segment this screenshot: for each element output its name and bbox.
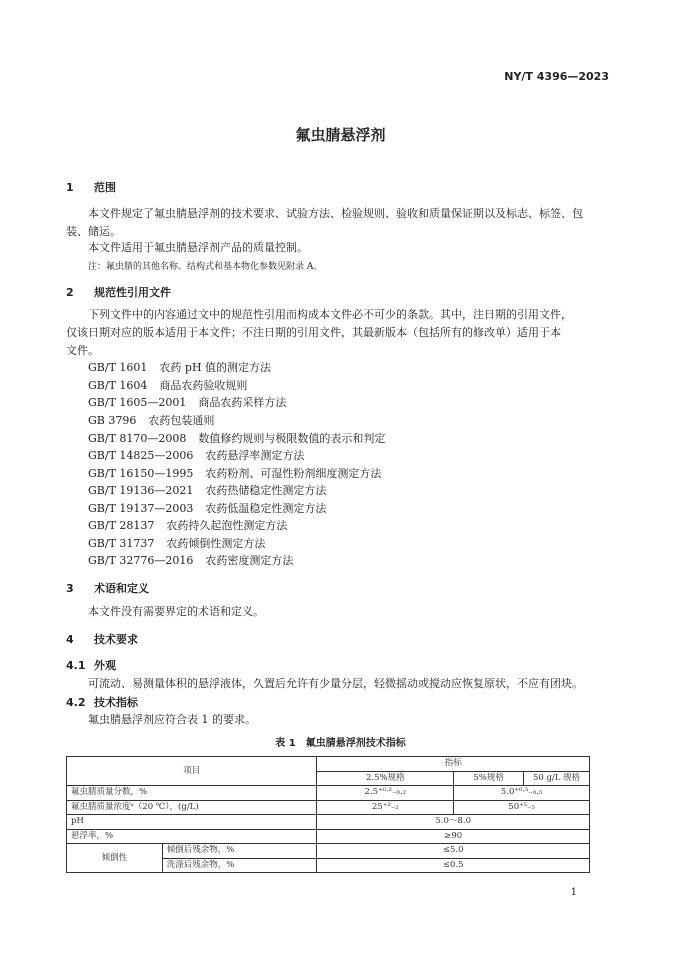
table-caption: 表 1 氟虫腈悬浮剂技术指标 [275, 738, 406, 749]
table-cell: ≤0.5 [317, 858, 590, 873]
reference-title: 农药密度测定方法 [205, 554, 294, 567]
row-label: 氟虫腈质量浓度ᵃ（20 ℃），(g/L) [67, 800, 317, 815]
reference-title: 农药低温稳定性测定方法 [205, 502, 327, 515]
table-row [67, 844, 590, 859]
reference-code: GB/T 16150—1995 [88, 467, 194, 480]
section-title: 范围 [94, 181, 116, 194]
section-1-heading [66, 179, 116, 195]
reference-code: GB/T 19137—2003 [88, 502, 194, 515]
standard-number: NY/T 4396—2023 [504, 70, 609, 83]
table-row [67, 815, 590, 830]
row-group-label: 倾倒性 [67, 844, 163, 873]
reference-title: 数值修约规则与极限数值的表示和判定 [198, 432, 386, 445]
header-index: 指标 [317, 757, 590, 772]
table-cell: 5.0⁺⁰·⁵₋₀.₅ [454, 786, 590, 801]
table-cell: ≤5.0 [317, 844, 590, 859]
references-intro [66, 306, 614, 360]
reference-code: GB 3796 [88, 414, 137, 427]
table-row [67, 757, 590, 772]
reference-item [88, 535, 265, 551]
header-spec-2: 5%规格 [454, 771, 524, 786]
section-number: 1 [66, 181, 74, 194]
text-line: 下列文件中的内容通过文中的规范性引用而构成本文件必不可少的条款。其中，注日期的引用文件， [88, 308, 572, 321]
reference-item [88, 552, 293, 568]
text-line: 本文件规定了氟虫腈悬浮剂的技术要求、试验方法、检验规则、验收和质量保证期以及标志、标签、包 [88, 207, 583, 220]
section-title: 外观 [94, 659, 116, 672]
table-row [67, 800, 590, 815]
reference-title: 农药包装通则 [148, 414, 215, 427]
tech-paragraph: 氟虫腈悬浮剂应符合表 1 的要求。 [88, 713, 256, 726]
reference-item [88, 517, 287, 533]
section-3-heading [66, 580, 149, 596]
reference-item [88, 359, 271, 375]
section-title: 技术要求 [94, 633, 138, 646]
reference-code: GB/T 8170—2008 [88, 432, 187, 445]
header-item: 项目 [67, 757, 317, 786]
page-number: 1 [570, 887, 577, 898]
header-spec-1: 2.5%规格 [317, 771, 454, 786]
scope-note: 注：氟虫腈的其他名称、结构式和基本物化参数见附录 A。 [88, 262, 323, 272]
spec-table [66, 756, 590, 873]
section-4-heading [66, 631, 138, 647]
table-cell: 2.5⁺⁰·²₋₀.₂ [317, 786, 454, 801]
reference-code: GB/T 1604 [88, 379, 148, 392]
reference-title: 农药粉剂、可湿性粉剂细度测定方法 [205, 467, 382, 480]
reference-item [88, 377, 247, 393]
header-spec-3: 50 g/L 规格 [524, 771, 590, 786]
row-label: 悬浮率，% [67, 829, 317, 844]
reference-title: 商品农药验收规则 [159, 379, 248, 392]
reference-code: GB/T 1601 [88, 361, 148, 374]
row-label: 倾倒后残余物，% [162, 844, 317, 859]
row-label: 洗涤后残余物，% [162, 858, 317, 873]
section-4-1-heading [66, 657, 116, 673]
table-cell: 5.0～8.0 [317, 815, 590, 830]
reference-item [88, 447, 304, 463]
text-line: 装、储运。 [66, 225, 121, 238]
table-cell: 50⁺⁵₋₅ [454, 800, 590, 815]
appearance-paragraph: 可流动、易测量体积的悬浮液体，久置后允许有少量分层，轻微摇动或搅动应恢复原状，不应有团块。 [88, 677, 583, 690]
table-row [67, 786, 590, 801]
reference-title: 农药持久起泡性测定方法 [166, 519, 288, 532]
reference-item [88, 465, 381, 481]
section-number: 4.1 [66, 659, 86, 672]
section-number: 3 [66, 582, 74, 595]
reference-title: 农药 pH 值的测定方法 [159, 361, 272, 374]
section-number: 4 [66, 633, 74, 646]
reference-code: GB/T 14825—2006 [88, 449, 194, 462]
table-cell: ≥90 [317, 829, 590, 844]
reference-item [88, 412, 214, 428]
reference-code: GB/T 31737 [88, 537, 155, 550]
section-4-2-heading [66, 694, 138, 710]
section-number: 2 [66, 286, 74, 299]
reference-code: GB/T 32776—2016 [88, 554, 194, 567]
section-title: 规范性引用文件 [94, 286, 171, 299]
reference-title: 农药悬浮率测定方法 [205, 449, 305, 462]
document-title: 氟虫腈悬浮剂 [295, 126, 386, 144]
reference-code: GB/T 1605—2001 [88, 396, 187, 409]
reference-code: GB/T 19136—2021 [88, 484, 194, 497]
reference-item [88, 482, 326, 498]
row-label: pH [67, 815, 317, 830]
reference-code: GB/T 28137 [88, 519, 155, 532]
section-2-heading [66, 284, 171, 300]
row-label: 氟虫腈质量分数，% [67, 786, 317, 801]
scope-paragraph-2: 本文件适用于氟虫腈悬浮剂产品的质量控制。 [88, 241, 308, 254]
scope-paragraph-1 [66, 205, 614, 241]
table-cell: 25⁺²₋₂ [317, 800, 454, 815]
reference-item [88, 500, 326, 516]
table-row [67, 829, 590, 844]
reference-item [88, 430, 385, 446]
text-line: 文件。 [66, 344, 99, 357]
reference-title: 商品农药采样方法 [198, 396, 287, 409]
reference-title: 农药热储稳定性测定方法 [205, 484, 327, 497]
text-line: 仅该日期对应的版本适用于本文件；不注日期的引用文件，其最新版本（包括所有的修改单）适用于本 [66, 326, 561, 339]
reference-title: 农药倾倒性测定方法 [166, 537, 266, 550]
terms-paragraph: 本文件没有需要界定的术语和定义。 [88, 605, 264, 618]
section-title: 术语和定义 [94, 582, 149, 595]
section-number: 4.2 [66, 696, 86, 709]
reference-item [88, 394, 286, 410]
section-title: 技术指标 [94, 696, 138, 709]
